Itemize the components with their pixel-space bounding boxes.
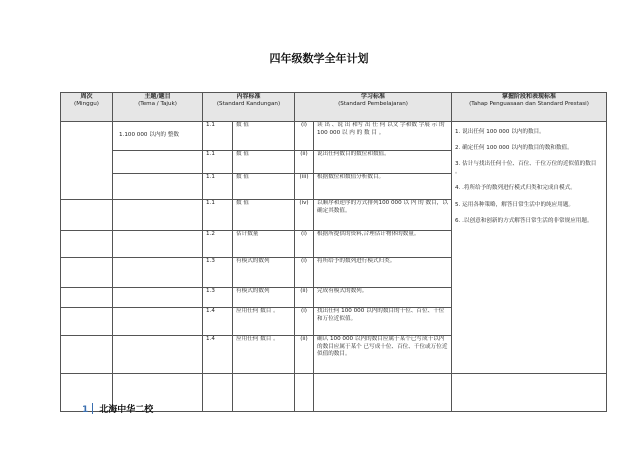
week-cell — [61, 336, 113, 374]
row-content: 有模式的数列 — [233, 258, 295, 288]
row-num: (i) — [295, 122, 314, 151]
row-content: 数 值 — [233, 122, 295, 151]
topic-cell-empty — [113, 288, 203, 308]
school-name: 北海中华二校 — [99, 405, 154, 415]
row-standard: 说出任何数目的数位和数值。 — [314, 151, 452, 174]
row-content: 应用任何 数目 。 — [233, 336, 295, 374]
week-cell — [61, 200, 113, 231]
row-code: 1.3 — [203, 258, 233, 288]
header-content-standard: 内容标准 (Standard Kandungan) — [203, 93, 295, 122]
criteria-item: 6. .以创意和创新的方式解答日常生活的非常规应用题。 — [455, 217, 593, 224]
row-num: (ii) — [295, 288, 314, 308]
footer-divider — [92, 403, 93, 414]
topic-cell-empty — [113, 151, 203, 174]
week-cell — [61, 288, 113, 308]
row-num: (i) — [295, 258, 314, 288]
row-content: 数 值 — [233, 200, 295, 231]
row-code: 1.1 — [203, 151, 233, 174]
week-cell — [61, 122, 113, 200]
row-content: 有模式的数列 — [233, 288, 295, 308]
criteria-item: 3. 估计与找出任何十位、百位、千位万位的近似值的数目 。 — [455, 161, 597, 176]
criteria-item: 1. 说出任何 100 000 以内的数目。 — [455, 129, 545, 135]
header-topic: 主题/题目 (Tema / Tajuk) — [113, 93, 203, 122]
week-cell — [61, 231, 113, 258]
row-code: 1.3 — [203, 288, 233, 308]
header-performance-standard: 掌握阶段和表现标准 (Tahap Penguasaan dan Standard Prestasi) — [452, 93, 607, 122]
yearly-plan-table — [60, 92, 607, 412]
criteria-item: 2. 确定任何 100 000 以内的数目的数和数值。 — [455, 145, 573, 152]
row-content: 数 值 — [233, 174, 295, 200]
table-header-row — [61, 93, 607, 122]
criteria-item: 4. .将所给予的数列进行模式归类和完成自模式。 — [455, 185, 576, 192]
row-content: 应用任何 数目 。 — [233, 308, 295, 336]
topic-cell-empty — [113, 258, 203, 288]
row-standard: 根据数位和数值分析数目。 — [314, 174, 452, 200]
row-num: (i) — [295, 308, 314, 336]
row-num: (i) — [295, 231, 314, 258]
topic-cell-empty — [113, 308, 203, 336]
row-code: 1.4 — [203, 336, 233, 374]
row-code: 1.1 — [203, 174, 233, 200]
week-cell — [61, 308, 113, 336]
row-standard: 以顺序和逆序的方式排列100 000 以 内 的 数目，以确定其数值。 — [314, 200, 452, 231]
week-cell — [61, 258, 113, 288]
page-footer — [82, 402, 153, 415]
row-standard: 将所给予的数列进行模式归类。 — [314, 258, 452, 288]
topic-cell-empty — [113, 336, 203, 374]
row-standard: 找出任何 100 000 以内的数目的十位、百位、千位和万位近似值。 — [314, 308, 452, 336]
performance-criteria — [452, 122, 607, 374]
row-standard: 根据所提供的资料,合理估计物体的数量。 — [314, 231, 452, 258]
row-code: 1.2 — [203, 231, 233, 258]
row-num: (ii) — [295, 336, 314, 374]
row-num: (iii) — [295, 174, 314, 200]
page-title: 四年级数学全年计划 — [269, 52, 369, 65]
row-num: (iv) — [295, 200, 314, 231]
table-row — [61, 122, 607, 151]
row-standard: 读 出 、说 出 和写 出 任 何 以文 字和数 字展 示 的 100 000 以 内 的 数 目 。 — [314, 122, 452, 151]
row-standard: 确认 100 000 以内的数目应属于某个已写成十以内的数目应属于某个 已写成十位、百位、千位或万位近似值的数目。 — [314, 336, 452, 374]
topic-cell-empty — [113, 174, 203, 200]
criteria-item: 5. 运用各种策略，解答日常生活中的纯应用题。 — [455, 201, 575, 208]
row-code: 1.4 — [203, 308, 233, 336]
topic-cell-empty — [113, 231, 203, 258]
row-code: 1.1 — [203, 122, 233, 151]
header-learning-standard: 学习标准 (Standard Pembelajaran) — [295, 93, 452, 122]
row-standard: 完成有模式的数列。 — [314, 288, 452, 308]
topic-cell-empty — [113, 200, 203, 231]
row-content: 估计数量 — [233, 231, 295, 258]
topic-cell: 1.100 000 以内的 整数 — [113, 122, 203, 151]
header-week: 周次 (Minggu) — [61, 93, 113, 122]
row-content: 数 值 — [233, 151, 295, 174]
row-num: (ii) — [295, 151, 314, 174]
page-number: 1 — [82, 405, 89, 415]
row-code: 1.1 — [203, 200, 233, 231]
